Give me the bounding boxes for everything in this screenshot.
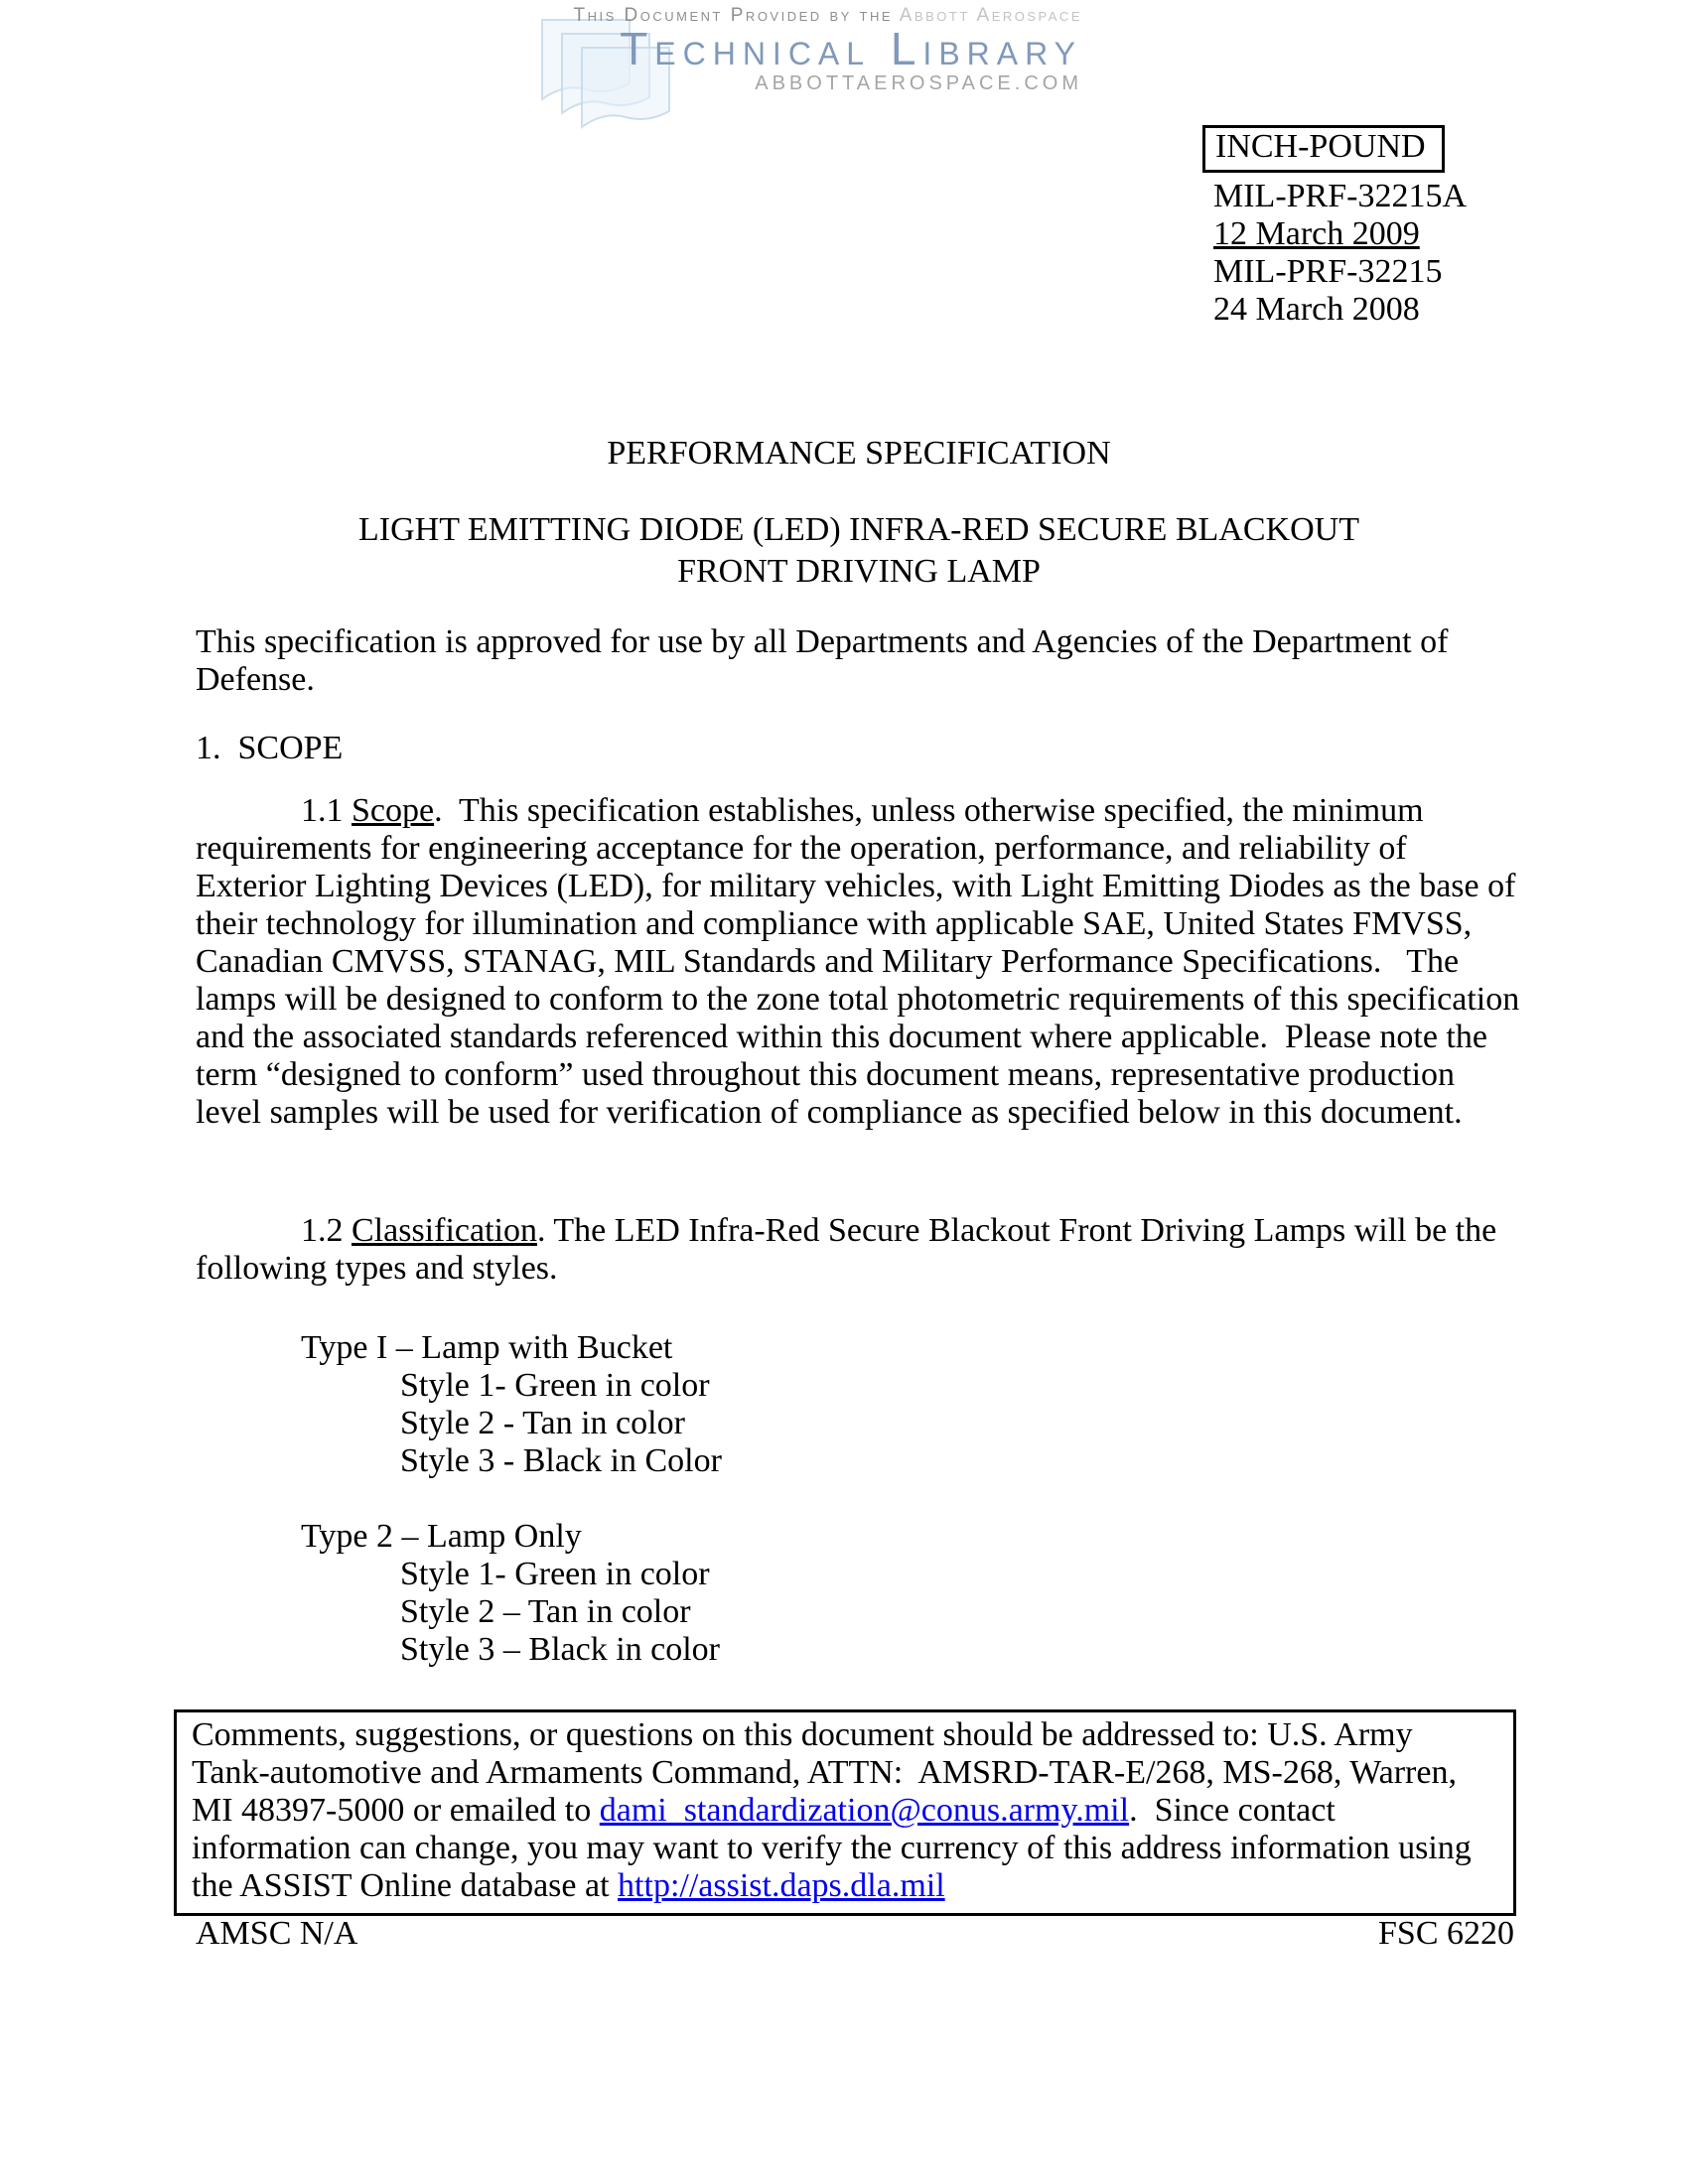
paragraph-1-1 [196, 792, 1528, 1132]
type-1-style-3: Style 3 - Black in Color [400, 1442, 722, 1479]
paragraph-1-2 [196, 1212, 1522, 1288]
type-2-style-1: Style 1- Green in color [400, 1556, 710, 1592]
type-1-classification [196, 1329, 1522, 1480]
paragraph-1-1-body: . This specification establishes, unless otherwise specified, the minimum requirements for engineering acceptance for the operation, performance, and reliability of Exterior Lighting Devices (LED), for military vehicles, with Light Emitting Diodes as the base of their technology for illumination and compliance with applicable SAE, United States FMVSS, Canadian CMVSS, STANAG, MIL Standards and Military Performance Specifications. The lamps will be designed to conform to the zone total photometric requirements of this specification and the associated standards referenced within this document where applicable. Please note the term “designed to conform” used throughout this document means, representative production level samples will be used for verification of compliance as specified below in this document. [196, 792, 1528, 1131]
assist-database-link[interactable]: http://assist.daps.dla.mil [618, 1867, 945, 1904]
subject-line-1: LIGHT EMITTING DIODE (LED) INFRA-RED SECURE BLACKOUT [358, 511, 1359, 548]
standardization-email-link[interactable]: dami_standardization@conus.army.mil [599, 1792, 1130, 1829]
type-2-classification [196, 1518, 1522, 1669]
document-type-heading: PERFORMANCE SPECIFICATION [607, 435, 1111, 472]
identification-lines [1213, 178, 1467, 329]
type-2-style-3: Style 3 – Black in color [400, 1631, 721, 1668]
spec-id: MIL-PRF-32215A [1213, 178, 1468, 214]
superseding-spec-id: MIL-PRF-32215 [1213, 253, 1443, 290]
type-1-style-1: Style 1- Green in color [400, 1367, 710, 1404]
document-subject [196, 509, 1522, 593]
section-1-heading: 1. SCOPE [196, 730, 344, 766]
superseding-spec-date: 24 March 2008 [1213, 291, 1420, 328]
footer-line [196, 1915, 1514, 1953]
comments-address-box [174, 1709, 1516, 1916]
paragraph-1-1-number: 1.1 [301, 792, 352, 829]
identification-block [1202, 125, 1467, 329]
fsc-number: FSC 6220 [1378, 1915, 1514, 1952]
inch-pound-box: INCH-POUND [1202, 125, 1445, 173]
type-1-style-2: Style 2 - Tan in color [400, 1405, 685, 1441]
paragraph-1-2-label: Classification [352, 1212, 537, 1249]
watermark-provided-text: This Document Provided by the [573, 5, 894, 26]
watermark-library-text: Technical Library [620, 23, 1082, 74]
paragraph-1-2-number: 1.2 [301, 1212, 352, 1249]
paragraph-1-1-label: Scope [352, 792, 435, 829]
paragraph-1-2-body: . The LED Infra-Red Secure Blackout Front Driving Lamps will be the following types and styles. [196, 1212, 1505, 1287]
type-2-style-2: Style 2 – Tan in color [400, 1593, 691, 1630]
type-1-heading: Type I – Lamp with Bucket [301, 1329, 673, 1366]
spec-date: 12 March 2009 [1213, 215, 1420, 252]
amsc-number: AMSC N/A [196, 1915, 358, 1952]
watermark-site-text: ABBOTTAEROSPACE.COM [755, 72, 1082, 94]
comments-text-part1: Comments, suggestions, or questions on this document should be addressed to: U.S. Army Tank-automotive and Armaments Command, ATTN: AMSRD-TAR-E/268, MS-268, Warren, MI 48397-5000 or emailed to [192, 1716, 1466, 1829]
subject-line-2: FRONT DRIVING LAMP [677, 553, 1041, 590]
watermark-brand-text: Abbott Aerospace [899, 5, 1082, 26]
abbott-aerospace-watermark [536, 6, 1082, 94]
type-2-heading: Type 2 – Lamp Only [301, 1518, 582, 1555]
comments-text-part2: . Since contact information can change, you may want to verify the currency of this address information using the ASSIST Online database at [192, 1792, 1480, 1904]
approval-statement: This specification is approved for use by all Departments and Agencies of the Department of Defense. [196, 623, 1457, 698]
